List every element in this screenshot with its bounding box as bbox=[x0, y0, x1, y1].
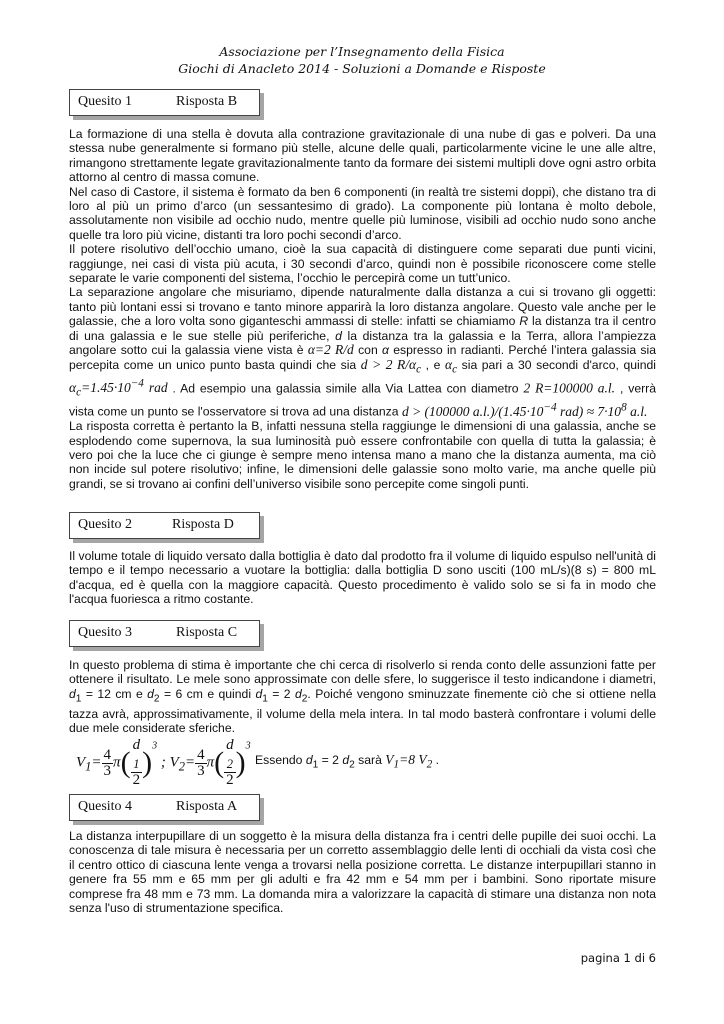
eq-run: π bbox=[206, 754, 215, 771]
q2-paragraph-1: Il volume totale di liquido versato dalla bottiglia è dato dal prodotto fra il volume di liquido espulso nell'unità di tempo e il tempo necessario a vuotare la bottiglia: dalla bottiglia D sono usciti (100 mL/s)(8 s) = 800 mL d'acqua, ed è quella con la maggiore capacità. Questo procedimento è valido solo se si fa in modo che l'acqua fuoriesca a ritmo costante. bbox=[69, 549, 656, 607]
eq-run: V bbox=[76, 754, 86, 771]
q2-text bbox=[69, 549, 656, 607]
volume-conclusion bbox=[255, 752, 439, 771]
question-label: Quesito 4 bbox=[78, 799, 133, 814]
text-run: sia pari a 30 secondi d'arco, quindi bbox=[457, 357, 656, 372]
numerator: 4 bbox=[103, 746, 112, 763]
var-d2: d bbox=[294, 686, 302, 701]
eq-run: =1.45·10 bbox=[81, 380, 131, 396]
answer-label: Risposta A bbox=[176, 799, 238, 814]
var-d2: d bbox=[147, 686, 154, 701]
eq-run: =8 V bbox=[399, 752, 427, 767]
text-run: = 12 cm e bbox=[81, 686, 148, 701]
q4-text bbox=[69, 829, 656, 915]
eq-sub: 2 bbox=[226, 757, 233, 771]
text-run: . bbox=[432, 753, 440, 767]
eq-run: α bbox=[444, 356, 453, 372]
paren-open: ( bbox=[120, 746, 131, 779]
eq-run: d > 2 R/α bbox=[360, 356, 417, 372]
eq-sub: 1 bbox=[85, 759, 92, 774]
answer-label: Risposta C bbox=[176, 625, 238, 640]
eq-run: rad bbox=[143, 380, 168, 396]
eq-sup: −4 bbox=[130, 377, 144, 390]
numerator bbox=[224, 738, 236, 773]
eq-run: rad) ≈ 7·10 bbox=[556, 403, 622, 419]
eq-sub: 1 bbox=[393, 758, 400, 771]
q1-paragraph-4 bbox=[69, 285, 656, 419]
q3-paragraph-1 bbox=[69, 658, 656, 735]
eq-alpha: α=2 R/d bbox=[307, 342, 354, 358]
header-title: Giochi di Anacleto 2014 - Soluzioni a Domande e Risposte bbox=[178, 61, 546, 76]
eq-alpha-c-value bbox=[69, 377, 168, 399]
text-run: Essendo bbox=[255, 753, 306, 767]
var-d1: d bbox=[69, 686, 76, 701]
eq-run: ; bbox=[157, 754, 170, 771]
eq-sub: c bbox=[416, 363, 422, 376]
eq-run: V bbox=[169, 754, 179, 771]
text-run: , verrà vista come un punto se l'osservatore si trova ad una distanza bbox=[69, 381, 656, 419]
text-run: . Ad esempio una galassia simile alla Via Lattea con diametro bbox=[167, 381, 524, 396]
eq-run: V bbox=[385, 752, 394, 767]
eq-sub: 2 bbox=[178, 759, 185, 774]
eq-sub: c bbox=[76, 386, 82, 399]
eq-run: d bbox=[226, 737, 234, 753]
var-d1: d bbox=[255, 686, 263, 701]
sub: 2 bbox=[349, 759, 355, 771]
page-number: pagina 1 di 6 bbox=[580, 951, 656, 965]
question-box-1 bbox=[69, 89, 260, 116]
eq-sub: 1 bbox=[133, 757, 140, 771]
var-d1: d bbox=[305, 753, 313, 767]
header-association: Associazione per l’Insegnamento della Fisica bbox=[219, 44, 505, 59]
eq-condition bbox=[360, 356, 422, 376]
paren-close: ) bbox=[142, 746, 153, 779]
eq-sub: c bbox=[452, 363, 458, 376]
text-run: con bbox=[353, 343, 382, 358]
text-run: . Poiché vengono sminuzzate finemente ciò che si ottiene nella tazza avrà, approssimativamente, il volume della mela intera. In tal modo basterà confrontare i volumi delle due mele considerate sferiche. bbox=[69, 686, 656, 736]
eq-run: π bbox=[113, 754, 121, 771]
question-box-4 bbox=[69, 794, 260, 821]
var-d2: d bbox=[342, 753, 350, 767]
eq-sup: −4 bbox=[543, 401, 557, 414]
question-box-3 bbox=[69, 620, 260, 647]
sub: 2 bbox=[301, 693, 308, 705]
question-box-2 bbox=[69, 512, 260, 539]
answer-label: Risposta B bbox=[176, 94, 238, 109]
eq-alpha-c bbox=[444, 356, 458, 376]
text-run: In questo problema di stima è importante che chi cerca di risolverlo si renda conto delle assunzioni fatte per ottenere il risultato. Le mele sono approssimate con delle sfere, lo suggerisce il testo indicandone i diametri, bbox=[69, 658, 656, 687]
volume-equation bbox=[76, 738, 251, 788]
eq-run: = bbox=[91, 754, 102, 771]
fraction-d1-2 bbox=[131, 738, 143, 788]
text-run: la distanza tra la galassia e la Terra, allora l’ampiezza angolare sotto cui la galassia viene vista è bbox=[69, 328, 656, 358]
var-alpha: α bbox=[382, 343, 389, 358]
q1-paragraph-5: La risposta corretta è pertanto la B, infatti nessuna stella raggiunge le dimensioni di una galassia, anche se esplodendo come supernova, la sua luminosità può essere confrontabile con quella di tutta la galassia; è vero poi che la luce che ci giunge è sempre meno intensa mano a mano che la distanza aumenta, ma ciò non incide sul potere risolutivo; infine, le dimensioni delle galassie sono molto varie, ma anche quelle più grandi, se si trovano ai confini dell’universo visibile sono percepite come singoli punti. bbox=[69, 419, 656, 491]
sub: 1 bbox=[75, 693, 82, 705]
text-run: = 2 bbox=[318, 753, 343, 767]
eq-diameter: 2 R=100000 a.l. bbox=[523, 380, 616, 396]
sub: 1 bbox=[262, 693, 268, 705]
text-run: La separazione angolare che misuriamo, dipende naturalmente dalla distanza a cui si trovano gli oggetti: tanto più lontani essi si trovano e tanto minore apparirà la loro distanza angolare. Questo vale anche per le galassie, che a loro volta sono giganteschi ammassi di stelle: infatti se chiamiamo bbox=[69, 285, 656, 329]
eq-run: d bbox=[132, 737, 141, 753]
text-run: la distanza tra il centro di una galassia e le sue stelle più periferiche, bbox=[69, 314, 656, 343]
denominator: 2 bbox=[132, 772, 141, 788]
denominator: 2 bbox=[226, 772, 234, 788]
fraction-4-3 bbox=[102, 748, 114, 779]
numerator bbox=[131, 738, 143, 773]
question-label: Quesito 2 bbox=[78, 517, 133, 532]
text-run: , e bbox=[421, 357, 445, 372]
eq-sup: 3 bbox=[245, 740, 251, 752]
sub: 2 bbox=[153, 693, 160, 705]
question-label: Quesito 1 bbox=[78, 94, 133, 109]
q3-text bbox=[69, 658, 656, 735]
fraction-4-3 bbox=[195, 748, 207, 779]
paren-close: ) bbox=[235, 746, 246, 779]
q1-paragraph-2: Nel caso di Castore, il sistema è formato da ben 6 componenti (in realtà tre sistemi doppi), che distano tra di loro al più un primo d’arco (un sessantesimo di grado). La componente più lontana è molto debole, assolutamente non visibile ad occhio nudo, mentre quelle più luminose, visibili ad occhio nudo sono anche quelle tra loro più vicine, distanti tra loro pochi secondi d’arco. bbox=[69, 184, 656, 242]
eq-sup: 8 bbox=[621, 401, 627, 414]
eq-sub: 2 bbox=[426, 758, 433, 771]
numerator: 4 bbox=[197, 746, 205, 763]
eq-v1-8v2 bbox=[385, 752, 433, 771]
q4-paragraph-1: La distanza interpupillare di un soggetto è la misura della distanza fra i centri delle pupille dei suoi occhi. La conoscenza di tale misura è necessaria per un corretto assemblaggio delle lenti di occhiali da vista così che il centro ottico di ciascuna lente venga a trovarsi nella posizione corretta. Le distanze interpupillari stanno in genere fra 55 mm e 65 mm per gli adulti e fra 42 mm e 54 mm per i bambini. Sono riportate misure comprese fra 48 mm e 73 mm. La domanda mira a valorizzare la capacità di stimare una distanza non nota senza l'uso di strumentazione specifica. bbox=[69, 829, 656, 916]
question-label: Quesito 3 bbox=[78, 625, 133, 640]
denominator: 3 bbox=[197, 762, 205, 779]
var-R: R bbox=[519, 314, 529, 329]
q1-paragraph-1: La formazione di una stella è dovuta alla contrazione gravitazionale di una nube di gas e polveri. Da una stessa nube generalmente si formano più stelle, alcune delle quali, particolarmente vicine le une alle altre, rimangono strettamente legate gravitazionalmente tanto da formare dei sistemi multipli dove ogni astro orbita attorno al centro di massa comune. bbox=[69, 127, 656, 185]
eq-run: = bbox=[184, 754, 196, 771]
eq-run: a.l. bbox=[626, 403, 648, 419]
eq-run: d > (100000 a.l.)/(1.45·10 bbox=[401, 403, 544, 419]
eq-run: α bbox=[69, 380, 77, 396]
answer-label: Risposta D bbox=[172, 517, 234, 532]
q1-text bbox=[69, 127, 656, 491]
paren-open: ( bbox=[214, 746, 225, 779]
denominator: 3 bbox=[103, 762, 112, 779]
q1-paragraph-3: Il potere risolutivo dell’occhio umano, cioè la sua capacità di distinguere come separati due punti vicini, raggiunge, nei casi di vista più acuta, i 30 secondi d’arco, quindi non è possibile riconoscere come stelle separate le varie componenti del sistema, l’occhio le percepirà come un tutt’unico. bbox=[69, 242, 656, 286]
fraction-d2-2 bbox=[224, 738, 236, 788]
text-run: = 2 bbox=[267, 686, 295, 701]
text-run: sarà bbox=[354, 753, 386, 767]
text-run: = 6 cm e quindi bbox=[159, 686, 256, 701]
var-d: d bbox=[335, 328, 342, 343]
eq-sup: 3 bbox=[152, 740, 158, 752]
eq-distance bbox=[401, 401, 648, 419]
text-run: espresso in radianti. Perché l’intera galassia sia percepita come un unico punto basta quindi che sia bbox=[69, 343, 656, 372]
sub: 1 bbox=[312, 759, 319, 771]
